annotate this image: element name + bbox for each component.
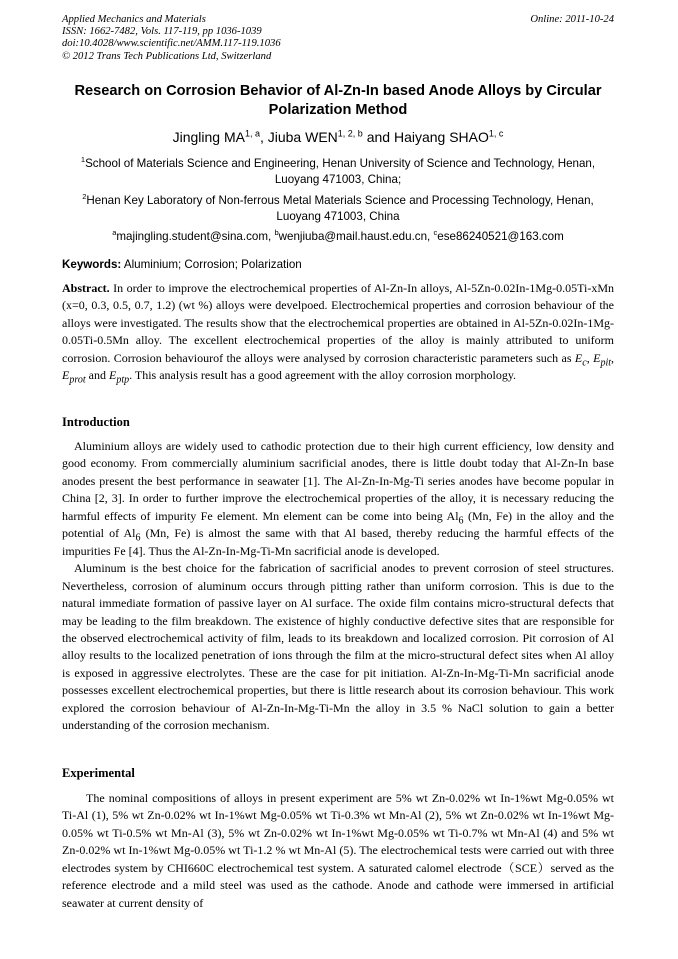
email-a: majingling.student@sina.com, bbox=[116, 230, 272, 243]
keywords bbox=[62, 257, 614, 272]
journal-name: Applied Mechanics and Materials bbox=[62, 14, 206, 25]
email-b-sup: b bbox=[274, 228, 279, 238]
keywords-label: Keywords: bbox=[62, 258, 122, 271]
journal-header bbox=[62, 14, 614, 63]
abstract-sep-2: , bbox=[611, 350, 614, 365]
affiliation-1-sup: 1 bbox=[80, 155, 86, 165]
affiliation-2-sup: 2 bbox=[82, 192, 87, 202]
abstract-text-2: . This analysis result has a good agreement with the alloy corrosion morphology. bbox=[129, 368, 517, 383]
email-a-sup: a bbox=[112, 228, 117, 238]
intro-p1-part-b: (Mn, Fe) in the alloy and the potential of Al bbox=[62, 508, 614, 541]
email-c: ese86240521@163.com bbox=[437, 230, 564, 243]
param-eptp-base: E bbox=[108, 368, 117, 383]
author-2-name: Jiuba WEN bbox=[267, 129, 338, 145]
abstract-label: Abstract. bbox=[62, 281, 110, 295]
author-3-name: Haiyang SHAO bbox=[393, 129, 489, 145]
intro-p1-sub-2: 6 bbox=[135, 532, 141, 544]
intro-p1-part-a: Aluminium alloys are widely used to cathodic protection due to their high current efficiency, low density and good economy. From commercially aluminium sacrificial anodes, there is little doubt today that Al-Zn-In base anodes present the best performance in seawater [1]. The Al-Zn-In-Mg-Ti series anodes have become popular in China [2, 3]. In order to further improve the electrochemical properties of the alloy, it is necessary reducing the harmful effects of impurity Fe element. Mn element can be come into being Al bbox=[62, 439, 614, 523]
author-conjunction: and bbox=[366, 129, 391, 145]
author-3-sup: 1, c bbox=[488, 128, 504, 139]
param-eptp-sub: ptp bbox=[116, 374, 130, 386]
intro-p1-sub-1: 6 bbox=[458, 515, 464, 527]
author-1-name: Jingling MA bbox=[172, 129, 245, 145]
abstract-sep-1: , bbox=[586, 350, 594, 365]
param-epit-sub: pit bbox=[600, 357, 611, 369]
introduction-body bbox=[62, 438, 614, 735]
affiliation-1-text: School of Materials Science and Engineering, Henan University of Science and Technology, Henan, Luoyang 471003, China; bbox=[85, 157, 596, 187]
param-epit-base: E bbox=[593, 350, 601, 365]
author-2-sup: 1, 2, b bbox=[337, 128, 363, 139]
email-c-sup: c bbox=[433, 228, 438, 238]
affiliation-2-text: Henan Key Laboratory of Non-ferrous Metal Materials Science and Processing Technology, Henan, Luoyang 471003, China bbox=[86, 194, 594, 224]
email-line bbox=[62, 229, 614, 245]
param-eprot-sub: prot bbox=[69, 374, 86, 386]
experimental-heading: Experimental bbox=[62, 766, 135, 780]
param-ec-sub: c bbox=[582, 357, 587, 369]
keywords-text: Aluminium; Corrosion; Polarization bbox=[123, 258, 302, 271]
param-eprot-base: E bbox=[62, 368, 70, 383]
experimental-body bbox=[62, 790, 614, 912]
affiliation-2 bbox=[62, 193, 614, 225]
introduction-heading: Introduction bbox=[62, 415, 130, 429]
introduction-paragraph-1 bbox=[62, 438, 614, 560]
doi-line: doi:10.4028/www.scientific.net/AMM.117-119.1036 bbox=[62, 38, 281, 50]
param-ec-base: E bbox=[574, 350, 583, 365]
introduction-paragraph-2: Aluminum is the best choice for the fabrication of sacrificial anodes to prevent corrosion of steel structures. Nevertheless, corrosion of aluminum occurs through pitting rather than uniform corrosion. This is due to the natural immediate formation of passive layer on Al surface. The oxide film contains micro-structural defects that may be leading to the film breakdown. The existence of highly conductive defective sites that are responsible for the observed electrochemical activity of film, leads to its breakdown and localized corrosion. Pit corrosion of Al alloy results to the localized penetration of ions through the film at the micro-structural defect sites when Al alloy is exposed in aggressive electrolytes. These are the case for pit initiation. Al-Zn-In-Mg-Ti-Mn sacrificial anode possesses excellent electrochemical properties, but there is little research about its corrosion behaviour. This work explored the corrosion behaviour of Al-Zn-In-Mg-Ti-Mn the alloy in 3.5 % NaCl solution to gain a better understanding of the corrosion mechanism. bbox=[62, 561, 614, 733]
abstract-sep-3: and bbox=[85, 368, 109, 383]
email-b: wenjiuba@mail.haust.edu.cn, bbox=[278, 230, 431, 243]
issn-line: ISSN: 1662-7482, Vols. 117-119, pp 1036-1039 bbox=[62, 26, 262, 38]
experimental-paragraph-1: The nominal compositions of alloys in present experiment are 5% wt Zn-0.02% wt In-1%wt Mg-0.05% wt Ti-Al (1), 5% wt Zn-0.02% wt In-1%wt Mg-0.05% wt Ti-0.3% wt Mn-Al (2), 5% wt Zn-0.02% wt In-1%wt Mg-0.05% wt Ti-0.5% wt Mn-Al (3), 5% wt Zn-0.02% wt In-1%wt Mg-0.05% wt Ti-0.7% wt Mn-Al (4) and 5% wt Zn-0.02% wt In-1%wt Mg-0.05% wt Ti-1.2 % wt Mn-Al (5). The electrochemical tests were carried out with three electrodes system by CHI660C electrochemical test system. A saturated calomel electrode（SCE）served as the reference electrode and a mild steel was used as the cathode. Anode and cathode were immersed in artificial seawater at current density of bbox=[62, 791, 614, 910]
copyright-line: © 2012 Trans Tech Publications Ltd, Switzerland bbox=[62, 50, 272, 62]
online-date: Online: 2011-10-24 bbox=[530, 14, 614, 25]
paper-title: Research on Corrosion Behavior of Al-Zn-In based Anode Alloys by Circular Polarization Method bbox=[74, 83, 602, 118]
author-1-sup: 1, a bbox=[244, 128, 260, 139]
author-list: Jingling MA$^{1, a}$, Jiuba WEN$^{1, 2, b}$ and Haiyang SHAO$^{1, c}$ bbox=[172, 128, 504, 145]
abstract-text-1: In order to improve the electrochemical properties of Al-Zn-In alloys, Al-5Zn-0.02In-1Mg-0.05Ti-xMn (x=0, 0.3, 0.5, 0.7, 1.2) (wt %) alloys were develpoed. Electrochemical properties and corrosion behaviour of the alloys were investigated. The results show that the electrochemical properties are obtained in Al-5Zn-0.02In-1Mg-0.05Ti-0.5Mn alloy. The excellent electrochemical properties of the alloy is mainly attributed to uniform corrosion. Corrosion behaviourof the alloys were analysed by corrosion characteristic parameters such as bbox=[62, 281, 615, 365]
abstract bbox=[62, 280, 614, 384]
affiliation-1 bbox=[62, 156, 614, 188]
intro-p1-part-c: (Mn, Fe) is almost the same with that Al based, thereby reducing the harmful effects of the impurities Fe [4]. Thus the Al-Zn-In-Mg-Ti-Mn sacrificial anode is developed. bbox=[62, 526, 614, 558]
